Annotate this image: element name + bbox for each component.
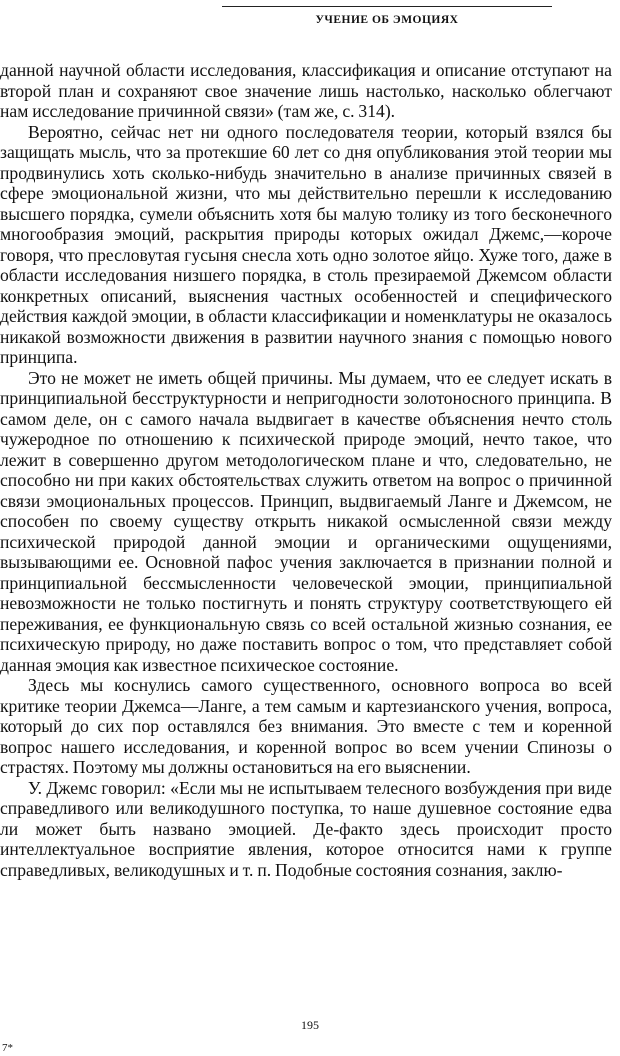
paragraph: Здесь мы коснулись самого существенного, основного вопроса во всей критике теории Джемса—Ланге, а тем самым и картезианского учения, вопроса, который до сих пор оставлялся без внимания. Это вместе с тем и коренной вопрос нашего исследования, и коренной вопрос во всем учении Спинозы о страстях. Поэтому мы должны остановиться на его выяснении. (0, 675, 612, 777)
signature-mark: 7* (2, 1042, 13, 1054)
page-number: 195 (301, 1018, 319, 1032)
body-text (0, 60, 612, 880)
paragraph: Вероятно, сейчас нет ни одного последователя теории, который взялся бы защищать мысль, что за протекшие 60 лет со дня опубликования этой теории мы продвинулись хоть сколько-нибудь значительно в анализе причинных связей в сфере эмоциональной жизни, что мы действительно перешли к исследованию высшего порядка, сумели объяснить хотя бы малую толику из того бесконечного многообразия эмоций, раскрытия природы которых ожидал Джемс,—короче говоря, что пресловутая гусыня снесла хоть одно золотое яйцо. Хуже того, даже в области исследования низшего порядка, в столь презираемой Джемсом области конкретных описаний, выяснения частных особенностей и специфического действия каждой эмоции, в области классификации и номенклатуры не оказалось никакой возможности движения в развитии научного знания с помощью нового принципа. (0, 121, 612, 367)
paragraph: Это не может не иметь общей причины. Мы думаем, что ее следует искать в принципиальной бесструктурности и непригодности золотоносного принципа. В самом деле, он с самого начала выдвигает в качестве объяснения нечто столь чужеродное по отношению к психической природе эмоций, нечто такое, что лежит в совершенно другом методологическом плане и что, следовательно, не способно ни при каких обстоятельствах служить ответом на вопрос о причинной связи эмоциональных процессов. Принцип, выдвигаемый Ланге и Джемсом, не способен по своему существу открыть никакой осмысленной связи между психической природой данной эмоции и органическими ощущениями, вызывающими ее. Основной пафос учения заключается в признании полной и принципиальной бессмысленности человеческой эмоции, принципиальной невозможности не только постигнуть и понять структуру соответствующего ей переживания, ее функциональную связь со всей остальной жизнью сознания, ее психическую природу, но даже поставить вопрос о том, что представляет собой данная эмоция как известное психическое состояние. (0, 367, 612, 675)
paragraph: У. Джемс говорил: «Если мы не испытываем телесного возбуждения при виде справедливого или великодушного поступка, то наше душевное состояние едва ли может быть названо эмоцией. Де-факто здесь происходит просто интеллектуальное восприятие явления, которое относится нами к группе справедливых, великодушных и т. п. Подобные состояния сознания, заклю- (0, 777, 612, 880)
running-title: УЧЕНИЕ ОБ ЭМОЦИЯХ (315, 14, 459, 26)
header-rule (222, 6, 552, 7)
paragraph-continuation: данной научной области исследования, классификация и описание отступают на второй план и сохраняют свое значение лишь настолько, насколько облегчают нам исследование причинной связи» (там же, с. 314). (0, 60, 612, 121)
